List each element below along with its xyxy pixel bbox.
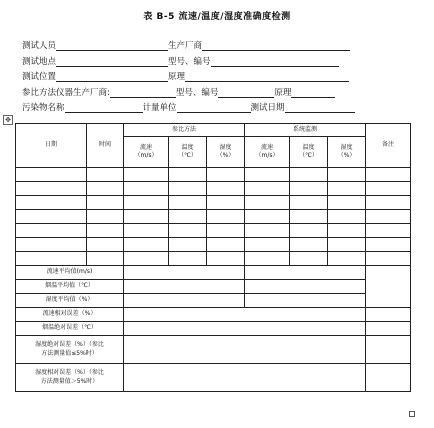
cell[interactable]: [290, 168, 328, 182]
cell[interactable]: [124, 210, 169, 224]
summary-row-hum-rel-err: [16, 364, 411, 392]
summary-row-hum-avg: [16, 294, 411, 308]
cell[interactable]: [366, 210, 411, 224]
cell[interactable]: [366, 182, 411, 196]
cell[interactable]: [169, 252, 207, 266]
cell[interactable]: [124, 238, 169, 252]
ref-manufacturer-label: 参比方法仪器生产厂商:: [22, 87, 110, 98]
unit-label: 计量单位: [142, 103, 177, 113]
summary-row-temp-avg: [16, 280, 411, 294]
cell[interactable]: [328, 168, 366, 182]
summary-row-hum-abs-err: [16, 336, 411, 364]
cell[interactable]: [290, 238, 328, 252]
cell[interactable]: [207, 168, 245, 182]
cell[interactable]: [290, 210, 328, 224]
sub-header-0: [124, 137, 169, 168]
position-label: 测试位置: [22, 72, 57, 82]
principle2-label: 原理: [274, 87, 292, 98]
cell[interactable]: [207, 210, 245, 224]
sub-header-quantity: 流速: [261, 143, 274, 151]
table-row: [16, 168, 411, 182]
cell[interactable]: [87, 210, 124, 224]
sub-header-unit: （%）: [337, 152, 356, 159]
cell[interactable]: [16, 224, 87, 238]
hum-abs-err-label: [16, 336, 124, 364]
cell[interactable]: [366, 196, 411, 210]
ref-manufacturer-field[interactable]: [110, 87, 176, 98]
table-row: [16, 196, 411, 210]
sub-header-2: [207, 137, 245, 168]
principle-field[interactable]: [185, 71, 349, 82]
principle2-field[interactable]: [291, 87, 335, 98]
table-row: [16, 182, 411, 196]
cell[interactable]: [124, 294, 245, 308]
pollutant-field[interactable]: [65, 102, 143, 113]
cell[interactable]: [124, 364, 366, 392]
cell[interactable]: [366, 364, 411, 392]
cell[interactable]: [169, 238, 207, 252]
cell[interactable]: [87, 196, 124, 210]
cell[interactable]: [87, 238, 124, 252]
remarks-header: 备注: [366, 124, 411, 168]
tester-label: 测试人员: [22, 41, 57, 51]
cell[interactable]: [328, 210, 366, 224]
pollutant-label: 污染物名称: [22, 103, 65, 113]
cell[interactable]: [16, 238, 87, 252]
sub-header-unit: （℃）: [178, 152, 197, 159]
cell[interactable]: [245, 238, 290, 252]
cell[interactable]: [245, 182, 290, 196]
cell[interactable]: [16, 252, 87, 266]
hum-rel-err-label: [16, 364, 124, 392]
cell[interactable]: [124, 308, 366, 322]
sub-header-quantity: 湿度: [219, 143, 232, 151]
cell[interactable]: [366, 336, 411, 364]
resize-icon[interactable]: [409, 411, 415, 417]
manufacturer-label: 生产厂商: [168, 41, 203, 51]
form-row-2: [22, 52, 402, 67]
cell[interactable]: [169, 210, 207, 224]
tester-field[interactable]: [56, 40, 168, 51]
hum-abs-err-line1: 湿度绝对误差（%）（参比: [35, 341, 104, 349]
date-header: 日期: [16, 124, 87, 168]
cell[interactable]: [124, 252, 169, 266]
form-row-1: [22, 36, 402, 51]
page-title: 表 B-5 流速/温度/湿度准确度检测: [143, 12, 291, 22]
cell[interactable]: [87, 224, 124, 238]
form-row-3: [22, 67, 402, 82]
cell[interactable]: [366, 168, 411, 182]
summary-row-temp-abs-err: [16, 322, 411, 336]
temp-abs-err-label: 烟温绝对误差（℃）: [16, 322, 124, 336]
time-header: 时间: [87, 124, 124, 168]
form-row-4: [22, 83, 402, 98]
cell[interactable]: [328, 196, 366, 210]
move-icon[interactable]: ✥: [3, 115, 13, 125]
cell[interactable]: [169, 168, 207, 182]
model-serial2-field[interactable]: [218, 87, 274, 98]
cell[interactable]: [16, 182, 87, 196]
cell[interactable]: [366, 252, 411, 266]
sub-header-quantity: 湿度: [340, 143, 353, 151]
cell[interactable]: [207, 224, 245, 238]
sub-header-1: [169, 137, 207, 168]
summary-row-flow-avg: [16, 266, 411, 280]
location-label: 测试地点: [22, 56, 57, 67]
hum-avg-label: 湿度平均值（%）: [16, 294, 124, 308]
test-date-field[interactable]: [285, 102, 355, 113]
header-row-1: [16, 124, 411, 137]
sub-header-unit: （%）: [216, 152, 235, 159]
cell[interactable]: [366, 322, 411, 336]
cell[interactable]: [290, 224, 328, 238]
cell[interactable]: [366, 238, 411, 252]
cell[interactable]: [169, 182, 207, 196]
cell[interactable]: [124, 322, 366, 336]
hum-rel-err-line2: 方法测量值＞5%时）: [40, 377, 99, 385]
cell[interactable]: [169, 196, 207, 210]
cell[interactable]: [124, 196, 169, 210]
cell[interactable]: [207, 196, 245, 210]
ref-method-header: 参比方法: [124, 124, 245, 137]
cell[interactable]: [245, 196, 290, 210]
cell[interactable]: [124, 336, 366, 364]
cell[interactable]: [366, 224, 411, 238]
cell[interactable]: [245, 224, 290, 238]
info-form: [22, 36, 402, 114]
cell[interactable]: [124, 182, 169, 196]
sub-header-3: [245, 137, 290, 168]
cell[interactable]: [290, 196, 328, 210]
cell[interactable]: [245, 168, 290, 182]
cell[interactable]: [169, 224, 207, 238]
summary-row-flow-rel-err: [16, 308, 411, 322]
hum-rel-err-line1: 湿度相对误差（%）（参比: [35, 369, 104, 377]
cell[interactable]: [245, 266, 366, 280]
cell[interactable]: [87, 168, 124, 182]
cell[interactable]: [245, 210, 290, 224]
cell[interactable]: [366, 266, 411, 308]
cell[interactable]: [16, 168, 87, 182]
cell[interactable]: [124, 224, 169, 238]
location-field[interactable]: [56, 56, 168, 67]
cell[interactable]: [290, 252, 328, 266]
table-row: [16, 210, 411, 224]
flow-rel-err-label: 流速相对误差（%）: [16, 308, 124, 322]
cell[interactable]: [124, 266, 245, 280]
cell[interactable]: [245, 280, 366, 294]
cell[interactable]: [328, 182, 366, 196]
table-row: [16, 238, 411, 252]
table-row: [16, 224, 411, 238]
table-row: [16, 252, 411, 266]
cems-header: 系统监测: [245, 124, 366, 137]
sub-header-unit: （℃）: [299, 152, 318, 159]
form-row-5: [22, 98, 402, 113]
cell[interactable]: [328, 252, 366, 266]
hum-abs-err-line2: 方法测量值≤5%时）: [41, 349, 98, 357]
cell[interactable]: [207, 238, 245, 252]
cell[interactable]: [16, 196, 87, 210]
flow-avg-label: 流速平均值(m/s): [16, 266, 124, 280]
model-serial-field[interactable]: [211, 56, 339, 67]
cell[interactable]: [366, 308, 411, 322]
sub-header-quantity: 温度: [181, 143, 194, 151]
unit-field[interactable]: [177, 102, 251, 113]
sub-header-quantity: 温度: [302, 143, 315, 151]
cell[interactable]: [207, 182, 245, 196]
manufacturer-field[interactable]: [202, 40, 350, 51]
cell[interactable]: [328, 224, 366, 238]
sub-header-unit: （m/s）: [255, 152, 279, 159]
model-serial2-label: 型号、编号: [175, 87, 219, 98]
cell[interactable]: [87, 252, 124, 266]
cell[interactable]: [16, 210, 87, 224]
test-date-label: 测试日期: [250, 103, 285, 113]
cell[interactable]: [245, 294, 366, 308]
position-field[interactable]: [56, 71, 168, 82]
cell[interactable]: [124, 168, 169, 182]
cell[interactable]: [87, 182, 124, 196]
principle-label: 原理: [168, 72, 186, 82]
accuracy-table: [15, 123, 411, 392]
sub-header-5: [328, 137, 366, 168]
sub-header-unit: （m/s）: [134, 152, 158, 159]
model-serial-label: 型号、编号: [168, 56, 211, 67]
cell[interactable]: [207, 252, 245, 266]
cell[interactable]: [245, 252, 290, 266]
sub-header-quantity: 流速: [139, 143, 152, 151]
sub-header-4: [290, 137, 328, 168]
cell[interactable]: [328, 238, 366, 252]
cell[interactable]: [124, 280, 245, 294]
temp-avg-label: 烟温平均值（℃）: [16, 280, 124, 294]
cell[interactable]: [290, 182, 328, 196]
